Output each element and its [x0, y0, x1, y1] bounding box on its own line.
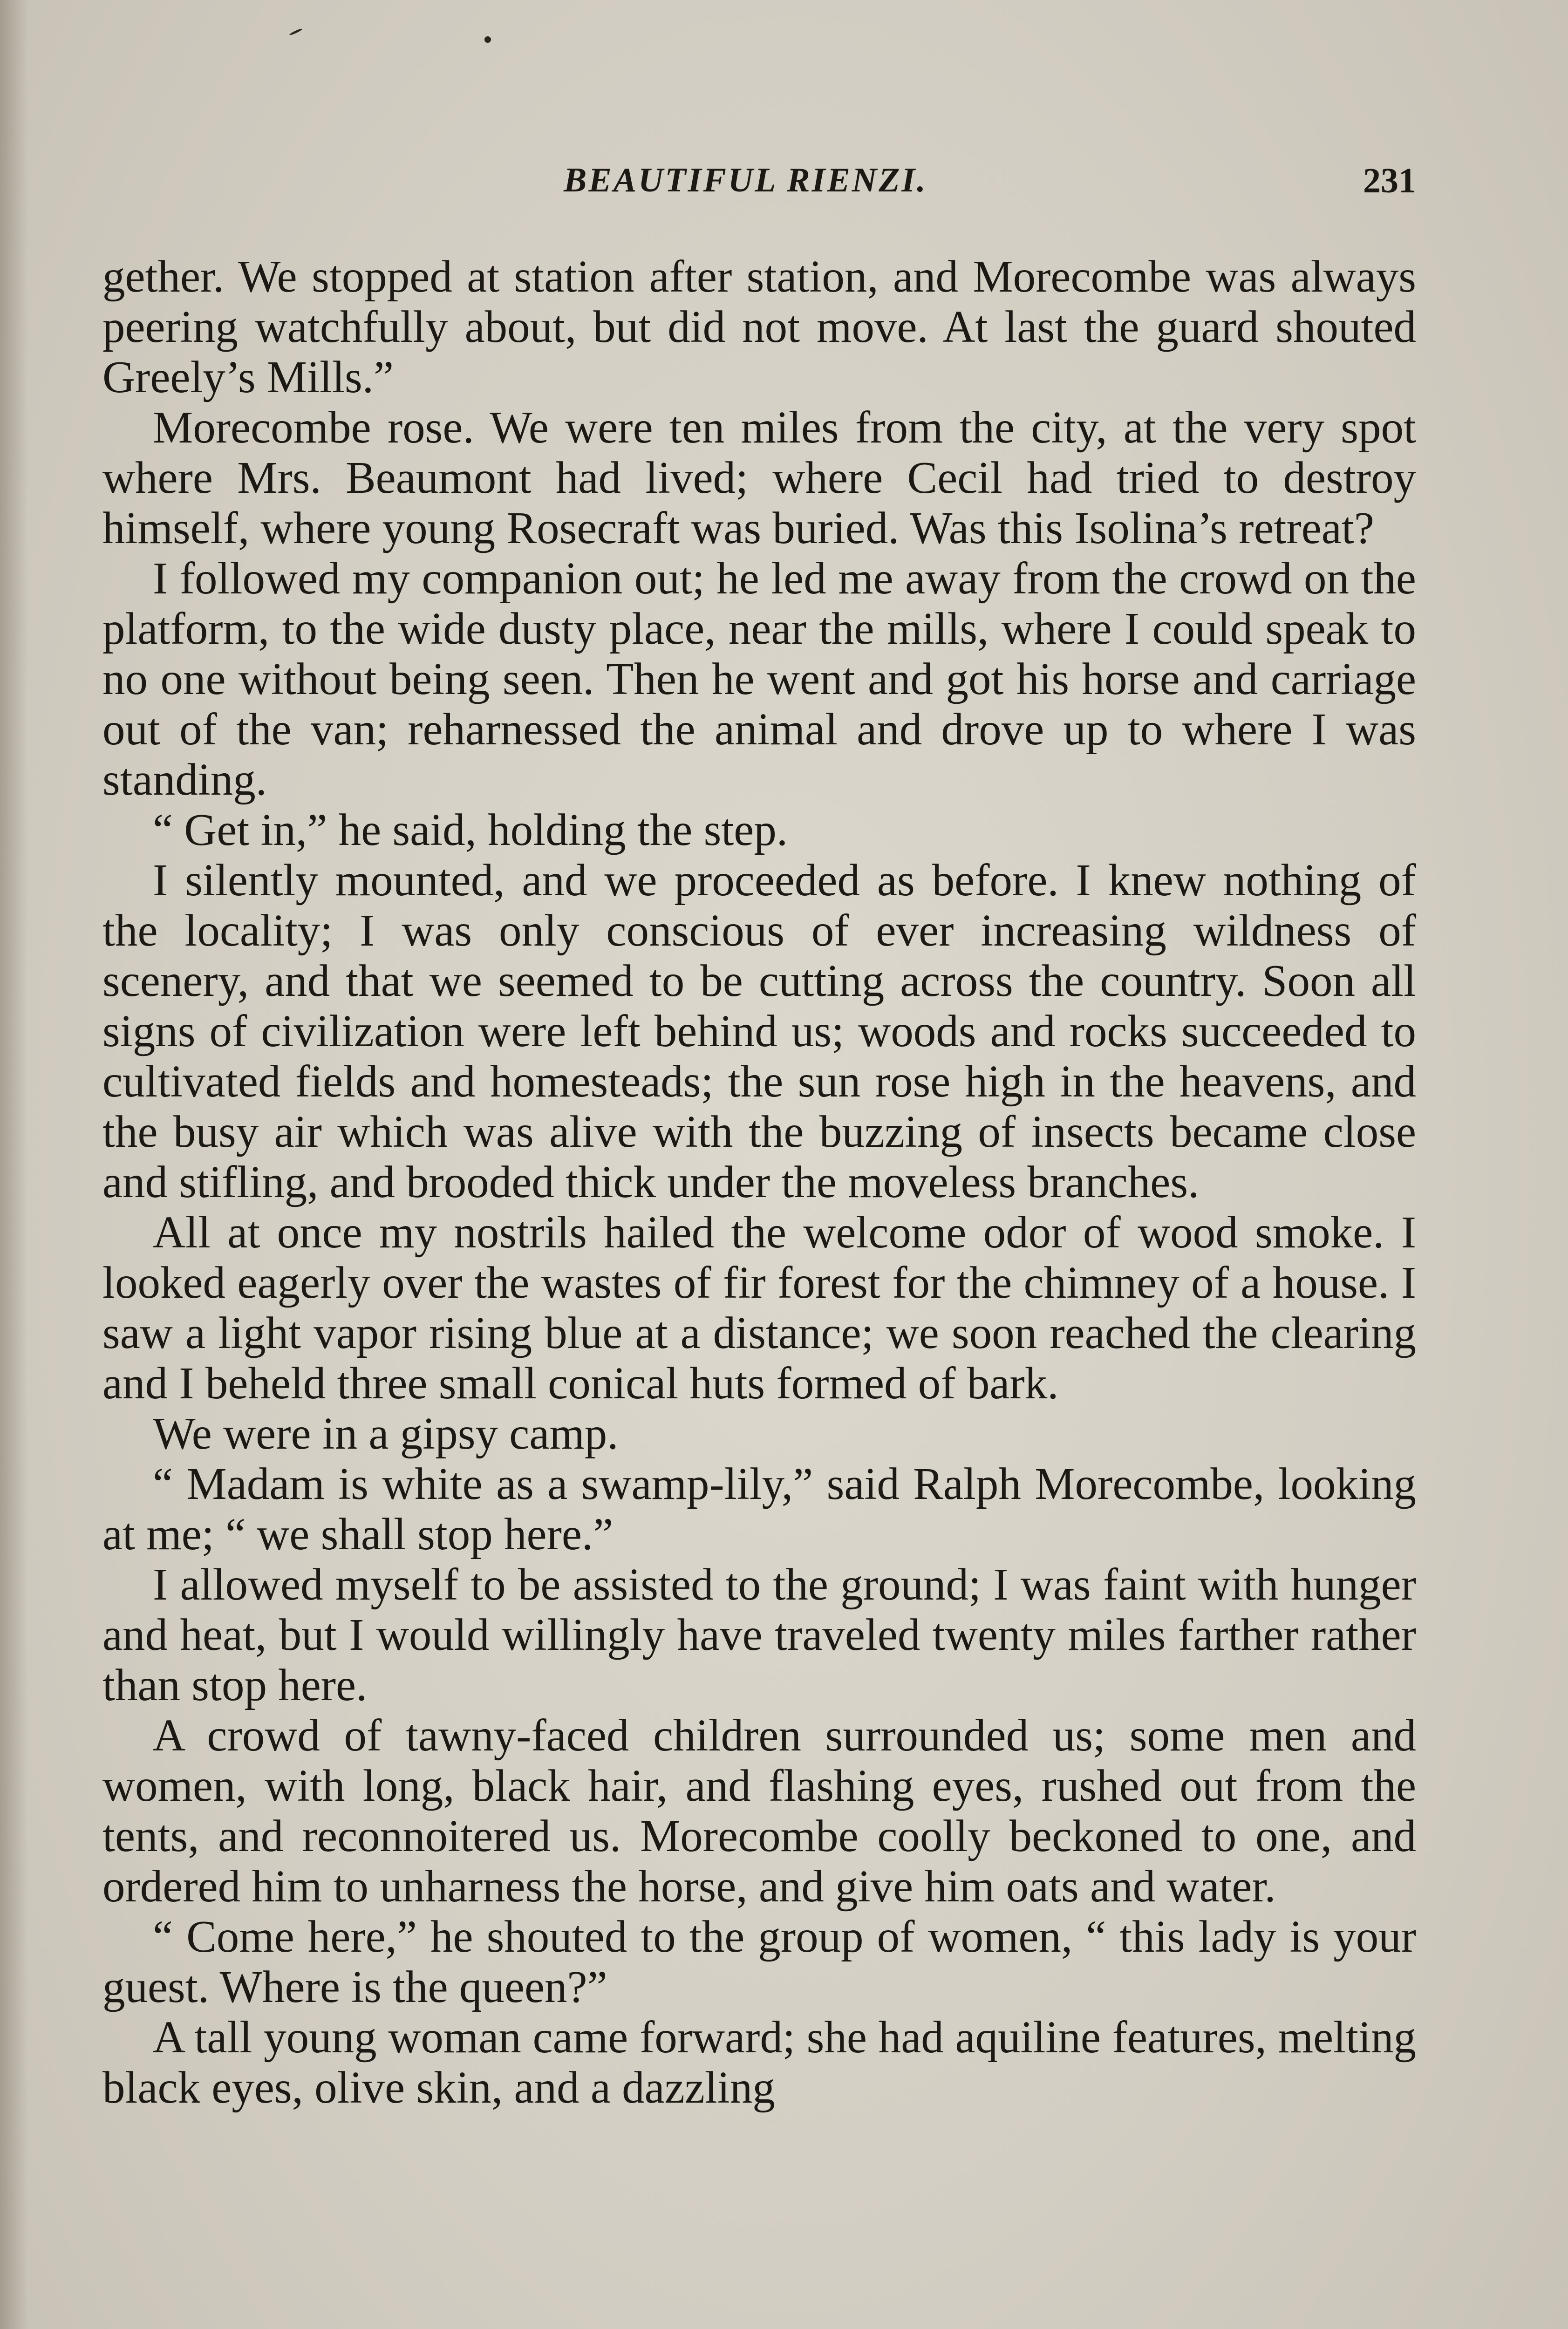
- paragraph: Morecombe rose. We were ten miles from the city, at the very spot where Mrs. Beaumont had lived; where Cecil had tried to destroy himself, where young Rosecraft was buried. Was this Isolina’s retreat?: [102, 402, 1416, 553]
- paragraph: gether. We stopped at station after station, and Morecombe was always peering watchfully about, but did not move. At last the guard shouted Greely’s Mills.”: [102, 252, 1416, 402]
- paragraph: “ Come here,” he shouted to the group of women, “ this lady is your guest. Where is the queen?”: [102, 1912, 1416, 2012]
- paragraph: I silently mounted, and we proceeded as before. I knew nothing of the locality; I was only conscious of ever increasing wildness of scenery, and that we seemed to be cutting across the country. Soon all signs of civilization were left behind us; woods and rocks succeeded to cultivated fields and homesteads; the sun rose high in the heavens, and the busy air which was alive with the buzzing of insects became close and stifling, and brooded thick under the moveless branches.: [102, 855, 1416, 1207]
- paragraph: A tall young woman came forward; she had aquiline features, melting black eyes, olive skin, and a dazzling: [102, 2012, 1416, 2112]
- paragraph: “ Madam is white as a swamp-lily,” said Ralph Morecombe, looking at me; “ we shall stop here.”: [102, 1459, 1416, 1559]
- paragraph: We were in a gipsy camp.: [153, 1409, 619, 1458]
- paragraph: “ Get in,” he said, holding the step.: [153, 805, 788, 855]
- paragraph: I allowed myself to be assisted to the ground; I was faint with hunger and heat, but I would willingly have traveled twenty miles farther rather than stop here.: [102, 1559, 1416, 1710]
- running-title: BEAUTIFUL RIENZI.: [564, 161, 927, 199]
- page-gutter-shadow: [0, 0, 28, 2329]
- ink-speck: [289, 28, 302, 36]
- paragraph: I followed my companion out; he led me away from the crowd on the platform, to the wide dusty place, near the mills, where I could speak to no one without being seen. Then he went and got his horse and carriage out of the van; reharnessed the animal and drove up to where I was standing.: [102, 553, 1416, 804]
- paragraph: A crowd of tawny-faced children surrounded us; some men and women, with long, black hair, and flashing eyes, rushed out from the tents, and reconnoitered us. Morecombe coolly beckoned to one, and ordered him to unharness the horse, and give him oats and water.: [102, 1710, 1416, 1911]
- paragraph: All at once my nostrils hailed the welcome odor of wood smoke. I looked eagerly over the wastes of fir forest for the chimney of a house. I saw a light vapor rising blue at a distance; we soon reached the clearing and I beheld three small conical huts formed of bark.: [102, 1207, 1416, 1408]
- page-number: 231: [1363, 161, 1416, 200]
- ink-speck: [484, 36, 491, 43]
- page-header: [98, 161, 1416, 212]
- body-text: [102, 252, 1416, 2113]
